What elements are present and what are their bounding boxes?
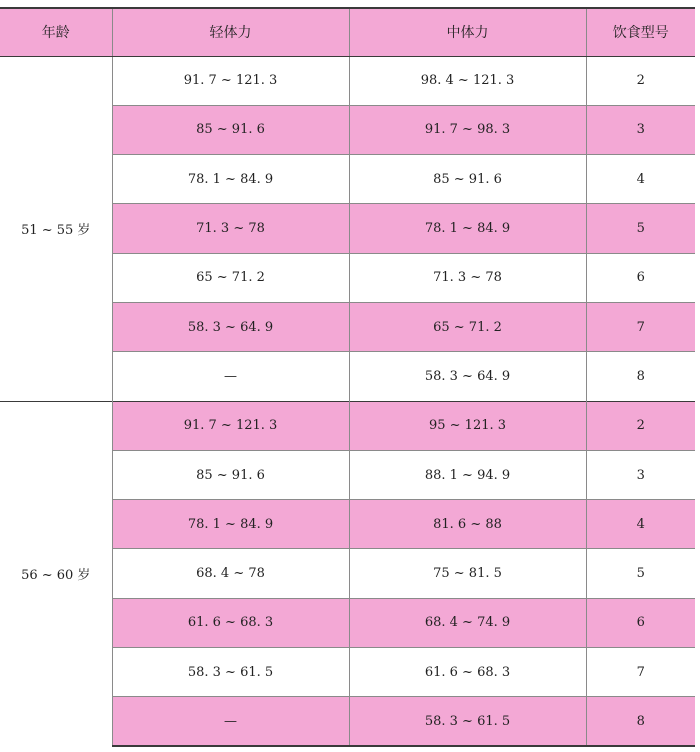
diet-type-cell: 6: [586, 253, 695, 302]
diet-type-cell: 3: [586, 105, 695, 154]
light-activity-cell: 78. 1 ~ 84. 9: [112, 500, 349, 549]
diet-type-cell: 8: [586, 352, 695, 401]
age-group-cell: 51 ~ 55 岁: [0, 56, 112, 401]
light-activity-cell: 78. 1 ~ 84. 9: [112, 155, 349, 204]
diet-type-cell: 5: [586, 549, 695, 598]
medium-activity-cell: 81. 6 ~ 88: [349, 500, 586, 549]
table-header: [0, 8, 695, 56]
header-light-activity: 轻体力: [112, 8, 349, 56]
medium-activity-cell: 65 ~ 71. 2: [349, 302, 586, 351]
diet-type-cell: 4: [586, 500, 695, 549]
diet-type-cell: 6: [586, 598, 695, 647]
light-activity-cell: 61. 6 ~ 68. 3: [112, 598, 349, 647]
diet-type-cell: 8: [586, 697, 695, 746]
light-activity-cell: 58. 3 ~ 64. 9: [112, 302, 349, 351]
medium-activity-cell: 78. 1 ~ 84. 9: [349, 204, 586, 253]
diet-type-cell: 7: [586, 302, 695, 351]
light-activity-cell: 58. 3 ~ 61. 5: [112, 648, 349, 697]
medium-activity-cell: 91. 7 ~ 98. 3: [349, 105, 586, 154]
diet-type-cell: 5: [586, 204, 695, 253]
medium-activity-cell: 58. 3 ~ 64. 9: [349, 352, 586, 401]
light-activity-cell: 65 ~ 71. 2: [112, 253, 349, 302]
diet-type-cell: 4: [586, 155, 695, 204]
light-activity-cell: —: [112, 352, 349, 401]
medium-activity-cell: 68. 4 ~ 74. 9: [349, 598, 586, 647]
table-row: [0, 56, 695, 105]
medium-activity-cell: 71. 3 ~ 78: [349, 253, 586, 302]
medium-activity-cell: 58. 3 ~ 61. 5: [349, 697, 586, 746]
diet-table-container: [0, 7, 695, 747]
header-age: 年龄: [0, 8, 112, 56]
header-diet-type: 饮食型号: [586, 8, 695, 56]
medium-activity-cell: 85 ~ 91. 6: [349, 155, 586, 204]
header-medium-activity: 中体力: [349, 8, 586, 56]
medium-activity-cell: 98. 4 ~ 121. 3: [349, 56, 586, 105]
diet-type-cell: 3: [586, 450, 695, 499]
age-group-cell: 56 ~ 60 岁: [0, 401, 112, 746]
light-activity-cell: —: [112, 697, 349, 746]
medium-activity-cell: 88. 1 ~ 94. 9: [349, 450, 586, 499]
light-activity-cell: 71. 3 ~ 78: [112, 204, 349, 253]
medium-activity-cell: 95 ~ 121. 3: [349, 401, 586, 450]
diet-type-cell: 2: [586, 401, 695, 450]
light-activity-cell: 68. 4 ~ 78: [112, 549, 349, 598]
light-activity-cell: 91. 7 ~ 121. 3: [112, 401, 349, 450]
medium-activity-cell: 75 ~ 81. 5: [349, 549, 586, 598]
light-activity-cell: 91. 7 ~ 121. 3: [112, 56, 349, 105]
light-activity-cell: 85 ~ 91. 6: [112, 450, 349, 499]
medium-activity-cell: 61. 6 ~ 68. 3: [349, 648, 586, 697]
diet-type-cell: 2: [586, 56, 695, 105]
table-body: [0, 56, 695, 746]
light-activity-cell: 85 ~ 91. 6: [112, 105, 349, 154]
diet-type-cell: 7: [586, 648, 695, 697]
table-row: [0, 401, 695, 450]
header-row: [0, 8, 695, 56]
diet-type-table: [0, 7, 695, 747]
